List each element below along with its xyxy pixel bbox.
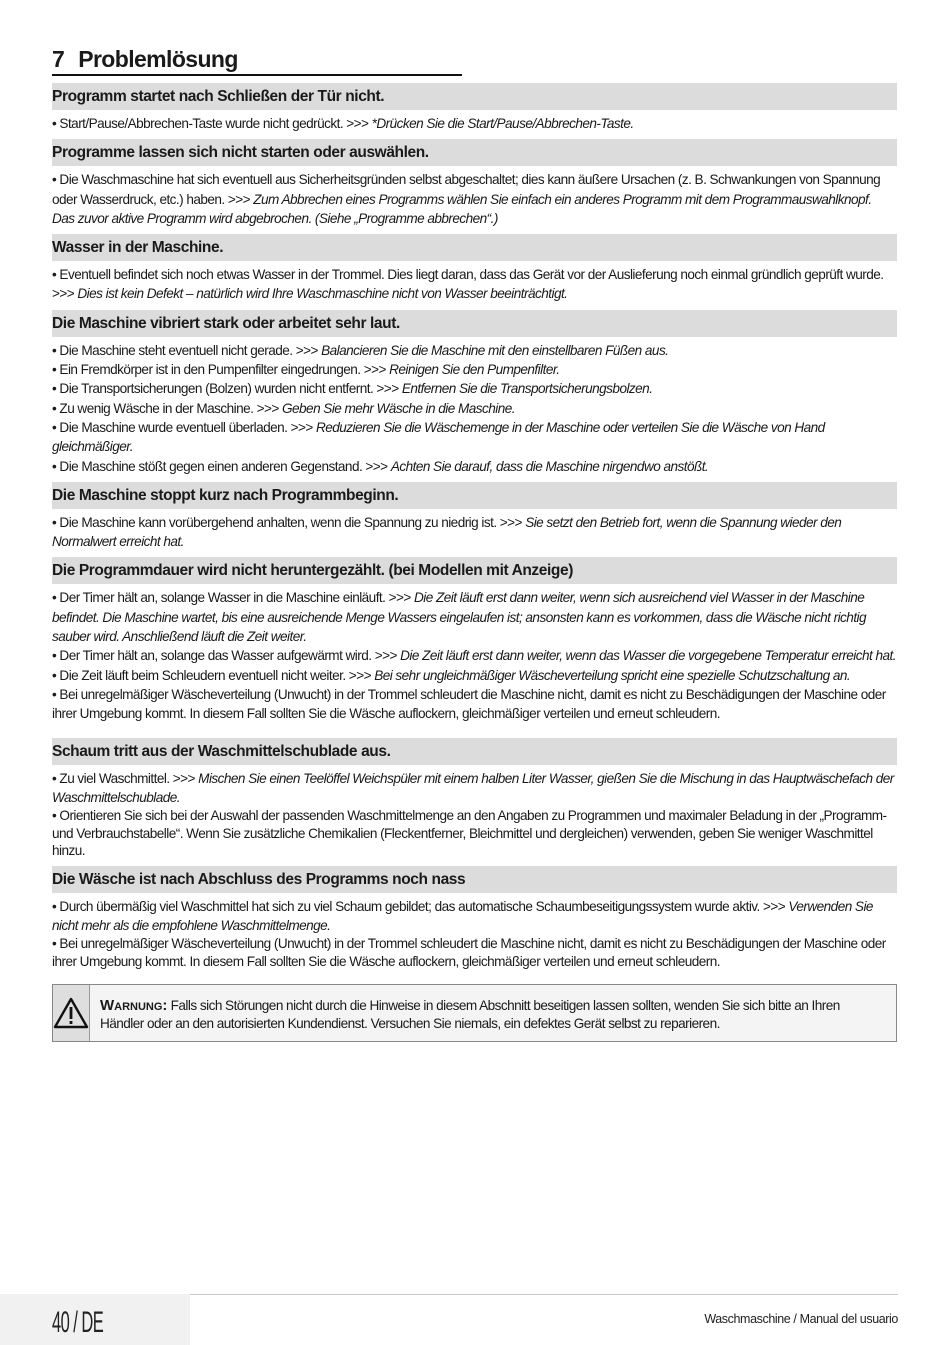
solution-text: Geben Sie mehr Wäsche in die Maschine. (282, 400, 515, 416)
solution-text: Mischen Sie einen Teelöffel Weichspüler mit einem halben Liter Wasser, gießen Sie die Mischung in das Hauptwäschefach der Waschmittelschublade. (52, 770, 894, 805)
cause-text: • Die Transportsicherungen (Bolzen) wurden nicht entfernt. >>> (52, 381, 402, 397)
cause-text: • Die Maschine stößt gegen einen anderen Gegenstand. >>> (52, 458, 391, 474)
problem-cause-item (52, 114, 897, 133)
problem-section (52, 83, 897, 133)
solution-text: Die Zeit läuft erst dann weiter, wenn das Wasser die vorgegebene Temperatur erreicht hat. (400, 648, 896, 664)
problem-section (52, 866, 897, 971)
problem-title: Programm startet nach Schließen der Tür nicht. (52, 83, 897, 110)
cause-text: • Die Maschine kann vorübergehend anhalten, wenn die Spannung zu niedrig ist. >>> (52, 514, 526, 530)
problem-cause-item (52, 685, 897, 724)
problem-cause-item (52, 379, 897, 398)
chapter-number: 7 (52, 46, 65, 72)
problem-title: Die Programmdauer wird nicht heruntergezählt. (bei Modellen mit Anzeige) (52, 557, 897, 584)
warning-label: Warnung: (100, 997, 168, 1015)
problem-cause-item (52, 513, 897, 552)
warning-text (90, 985, 896, 1041)
problem-title: Schaum tritt aus der Waschmittelschublade aus. (52, 738, 897, 765)
chapter-title: Problemlösung (78, 46, 238, 72)
problem-cause-item (52, 399, 897, 418)
warning-icon-cell (53, 985, 90, 1041)
problem-title: Programme lassen sich nicht starten oder auswählen. (52, 139, 897, 166)
troubleshooting-sections (52, 83, 897, 970)
cause-text: • Orientieren Sie sich bei der Auswahl der passenden Waschmittelmenge an den Angaben zu Programmen und maximaler Beladung in der „Programm- und Verbrauchstabelle“. Wenn Sie zusätzliche Chemikalien (Fleckentferner, Bleichmittel und dergleichen) verwenden, geben Sie weniger Waschmittel hinzu. (52, 808, 887, 859)
cause-text: • Die Maschine steht eventuell nicht gerade. >>> (52, 342, 322, 358)
problem-cause-item (52, 170, 897, 228)
problem-cause-item (52, 769, 897, 808)
page-number: 40 / DE (52, 1306, 104, 1339)
solution-text: Reinigen Sie den Pumpenfilter. (389, 362, 560, 378)
problem-title: Die Maschine vibriert stark oder arbeitet sehr laut. (52, 310, 897, 337)
problem-section (52, 557, 897, 723)
solution-text: Bei sehr ungleichmäßiger Wäscheverteilung spricht eine spezielle Schutzschaltung an. (374, 667, 851, 683)
problem-cause-item (52, 265, 897, 304)
problem-cause-item (52, 418, 897, 457)
solution-text: *Drücken Sie die Start/Pause/Abbrechen-Taste. (371, 116, 634, 131)
warning-body: Falls sich Störungen nicht durch die Hinweise in diesem Abschnitt beseitigen lassen sollten, wenden Sie sich bitte an Ihren Händler oder an den autorisierten Kundendienst. Versuchen Sie niemals, ein defektes Gerät selbst zu reparieren. (100, 998, 840, 1031)
cause-text: • Zu viel Waschmittel. >>> (52, 770, 199, 786)
solution-text: Balancieren Sie die Maschine mit den einstellbaren Füßen aus. (321, 342, 669, 358)
problem-title: Die Wäsche ist nach Abschluss des Programms noch nass (52, 866, 897, 893)
cause-text: • Zu wenig Wäsche in der Maschine. >>> (52, 400, 283, 416)
problem-cause-item (52, 666, 897, 685)
solution-text: Die Zeit läuft erst dann weiter, wenn sich ausreichend viel Wasser in der Maschine befindet. Die Maschine wartet, bis eine ausreichende Menge Wassers eingelaufen ist; ansonsten kann es vorkommen, dass die Wäsche nicht richtig sauber wird. Anschließend läuft die Zeit weiter. (52, 590, 867, 645)
warning-box (52, 984, 897, 1042)
solution-text: Entfernen Sie die Transportsicherungsbolzen. (401, 381, 653, 397)
problem-cause-item (52, 807, 897, 860)
cause-text: • Die Maschine wurde eventuell überladen. >>> (52, 419, 316, 435)
problem-section (52, 738, 897, 860)
problem-cause-item (52, 646, 897, 665)
problem-section (52, 139, 897, 228)
cause-text: • Der Timer hält an, solange das Wasser aufgewärmt wird. >>> (52, 648, 401, 664)
problem-section (52, 310, 897, 476)
manual-title: Waschmaschine / Manual del usuario (704, 1312, 898, 1326)
cause-text: • Der Timer hält an, solange Wasser in die Maschine einläuft. >>> (52, 590, 414, 606)
solution-text: Zum Abbrechen eines Programms wählen Sie einfach ein anderes Programm mit dem Programmauswahlknopf. Das zuvor aktive Programm wird abgebrochen. (Siehe „Programme abbrechen“.) (52, 191, 872, 226)
problem-cause-item (52, 935, 897, 970)
problem-title: Die Maschine stoppt kurz nach Programmbeginn. (52, 482, 897, 509)
cause-text: • Bei unregelmäßiger Wäscheverteilung (Unwucht) in der Trommel schleudert die Maschine nicht, damit es nicht zu Beschädigungen der Maschine oder ihrer Umgebung kommt. In diesem Fall sollten Sie die Wäsche auflockern, gleichmäßiger verteilen und erneut schleudern. (52, 686, 886, 722)
problem-section (52, 234, 897, 304)
problem-cause-item (52, 897, 897, 936)
cause-text: • Eventuell befindet sich noch etwas Wasser in der Trommel. Dies liegt daran, dass das Gerät vor der Auslieferung noch einmal gründlich geprüft wurde. >>> (52, 267, 884, 302)
footer-divider (190, 1294, 898, 1295)
page-content (52, 46, 897, 1042)
problem-cause-item (52, 588, 897, 646)
cause-text: • Die Zeit läuft beim Schleudern eventuell nicht weiter. >>> (52, 667, 375, 683)
problem-cause-item (52, 360, 897, 379)
solution-text: Achten Sie darauf, dass die Maschine nirgendwo anstößt. (390, 458, 709, 474)
problem-cause-item (52, 341, 897, 360)
problem-title: Wasser in der Maschine. (52, 234, 897, 261)
cause-text: • Bei unregelmäßiger Wäscheverteilung (Unwucht) in der Trommel schleudert die Maschine nicht, damit es nicht zu Beschädigungen der Maschine oder ihrer Umgebung kommt. In diesem Fall sollten Sie die Wäsche auflockern, gleichmäßiger verteilen und erneut schleudern. (52, 936, 886, 969)
warning-triangle-icon (53, 997, 89, 1029)
cause-text: • Start/Pause/Abbrechen-Taste wurde nicht gedrückt. >>> (52, 116, 372, 131)
cause-text: • Durch übermäßig viel Waschmittel hat sich zu viel Schaum gebildet; das automatische Schaumbeseitigungssystem wurde aktiv. >>> (52, 898, 789, 914)
cause-text: • Ein Fremdkörper ist in den Pumpenfilter eingedrungen. >>> (52, 362, 390, 378)
solution-text: Verwenden Sie nicht mehr als die empfohlene Waschmittelmenge. (52, 898, 873, 933)
problem-section (52, 482, 897, 552)
solution-text: Dies ist kein Defekt – natürlich wird Ihre Waschmaschine nicht von Wasser beeinträchtigt. (77, 286, 568, 302)
problem-cause-item (52, 457, 897, 476)
cause-text: • Die Waschmaschine hat sich eventuell aus Sicherheitsgründen selbst abgeschaltet; dies kann äußere Ursachen (z. B. Schwankungen von Spannung oder Wasserdruck, etc.) haben. >>> (52, 172, 881, 207)
chapter-heading (52, 46, 462, 76)
solution-text: Sie setzt den Betrieb fort, wenn die Spannung wieder den Normalwert erreicht hat. (52, 514, 842, 550)
solution-text: Reduzieren Sie die Wäschemenge in der Maschine oder verteilen Sie die Wäsche von Hand gleichmäßiger. (52, 419, 825, 455)
